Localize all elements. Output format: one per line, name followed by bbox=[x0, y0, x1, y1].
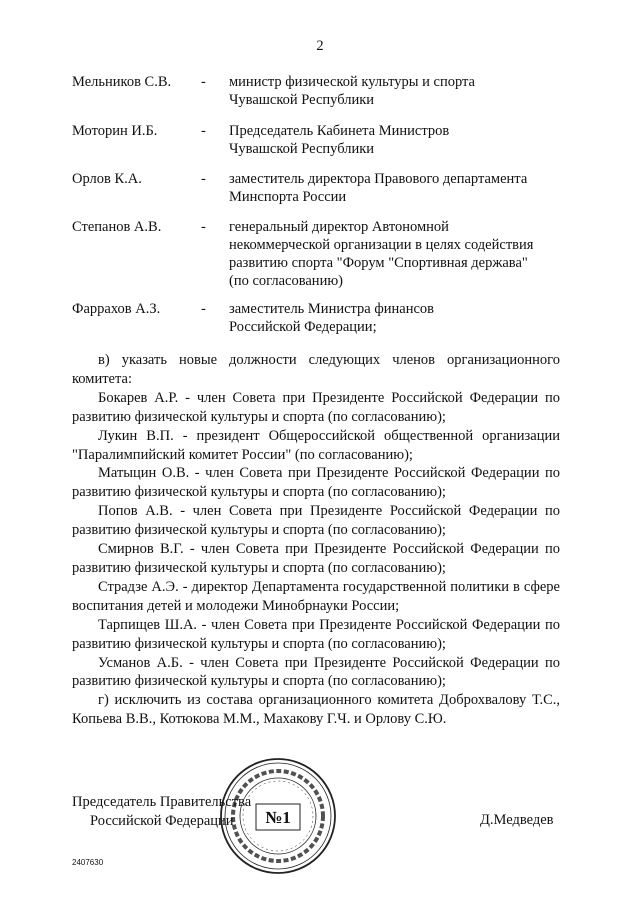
member-name: Фаррахов А.З. bbox=[72, 301, 161, 317]
signature-title-line2: Российской Федерации bbox=[90, 812, 234, 829]
paragraph: Страдзе А.Э. - директор Департамента государственной политики в сфере воспитания детей и молодежи Минобрнауки России; bbox=[72, 578, 560, 614]
paragraph: в) указать новые должности следующих членов организационного комитета: bbox=[72, 352, 560, 387]
member-dash: - bbox=[201, 123, 206, 139]
member-name: Орлов К.А. bbox=[72, 171, 142, 187]
document-code: 2407630 bbox=[72, 858, 104, 867]
paragraph: Усманов А.Б. - член Совета при Президенте Российской Федерации по развитию физической культуры и спорта (по согласованию); bbox=[72, 654, 560, 690]
paragraph: Лукин В.П. - президент Общероссийской общественной организации "Паралимпийский комитет России" (по согласованию); bbox=[72, 427, 560, 463]
stamp-number: №1 bbox=[265, 808, 291, 827]
member-role: заместитель Министра финансов Российской Федерации; bbox=[229, 301, 434, 335]
member-name: Мельников С.В. bbox=[72, 74, 172, 90]
paragraph: Смирнов В.Г. - член Совета при Президенте Российской Федерации по развитию физической культуры и спорта (по согласованию); bbox=[72, 541, 560, 576]
paragraph: Тарпищев Ш.А. - член Совета при Президенте Российской Федерации по развитию физической культуры и спорта (по согласованию); bbox=[72, 616, 560, 652]
signature-title-line1: Председатель Правительства bbox=[72, 794, 252, 810]
member-dash: - bbox=[201, 219, 206, 235]
paragraph: Бокарев А.Р. - член Совета при Президенте Российской Федерации по развитию физической культуры и спорта (по согласованию); bbox=[72, 389, 560, 425]
member-role: министр физической культуры и спорта Чувашской Республики bbox=[229, 74, 475, 108]
member-dash: - bbox=[201, 301, 206, 317]
amendments-text bbox=[72, 351, 560, 729]
member-role: Председатель Кабинета Министров Чувашской Республики bbox=[229, 123, 450, 157]
paragraph: Попов А.В. - член Совета при Президенте Российской Федерации по развитию физической культуры и спорта (по согласованию); bbox=[72, 503, 560, 539]
member-name: Моторин И.Б. bbox=[72, 123, 158, 139]
signature-title bbox=[72, 793, 251, 830]
member-name: Степанов А.В. bbox=[72, 219, 162, 235]
member-dash: - bbox=[201, 171, 206, 187]
page-number: 2 bbox=[316, 38, 324, 54]
paragraph: Матыцин О.В. - член Совета при Президенте Российской Федерации по развитию физической культуры и спорта (по согласованию); bbox=[72, 465, 560, 501]
member-role: заместитель директора Правового департамента Минспорта России bbox=[229, 171, 528, 205]
member-role: генеральный директор Автономной некоммерческой организации в целях содействия развитию спорта "Форум "Спортивная держава" (по согласованию) bbox=[229, 219, 534, 289]
member-dash: - bbox=[201, 74, 206, 90]
signatory-name: Д.Медведев bbox=[480, 812, 554, 828]
paragraph: г) исключить из состава организационного комитета Доброхвалову Т.С., Копьева В.В., Котюкова М.М., Махакову Г.Ч. и Орлову С.Ю. bbox=[72, 692, 560, 728]
